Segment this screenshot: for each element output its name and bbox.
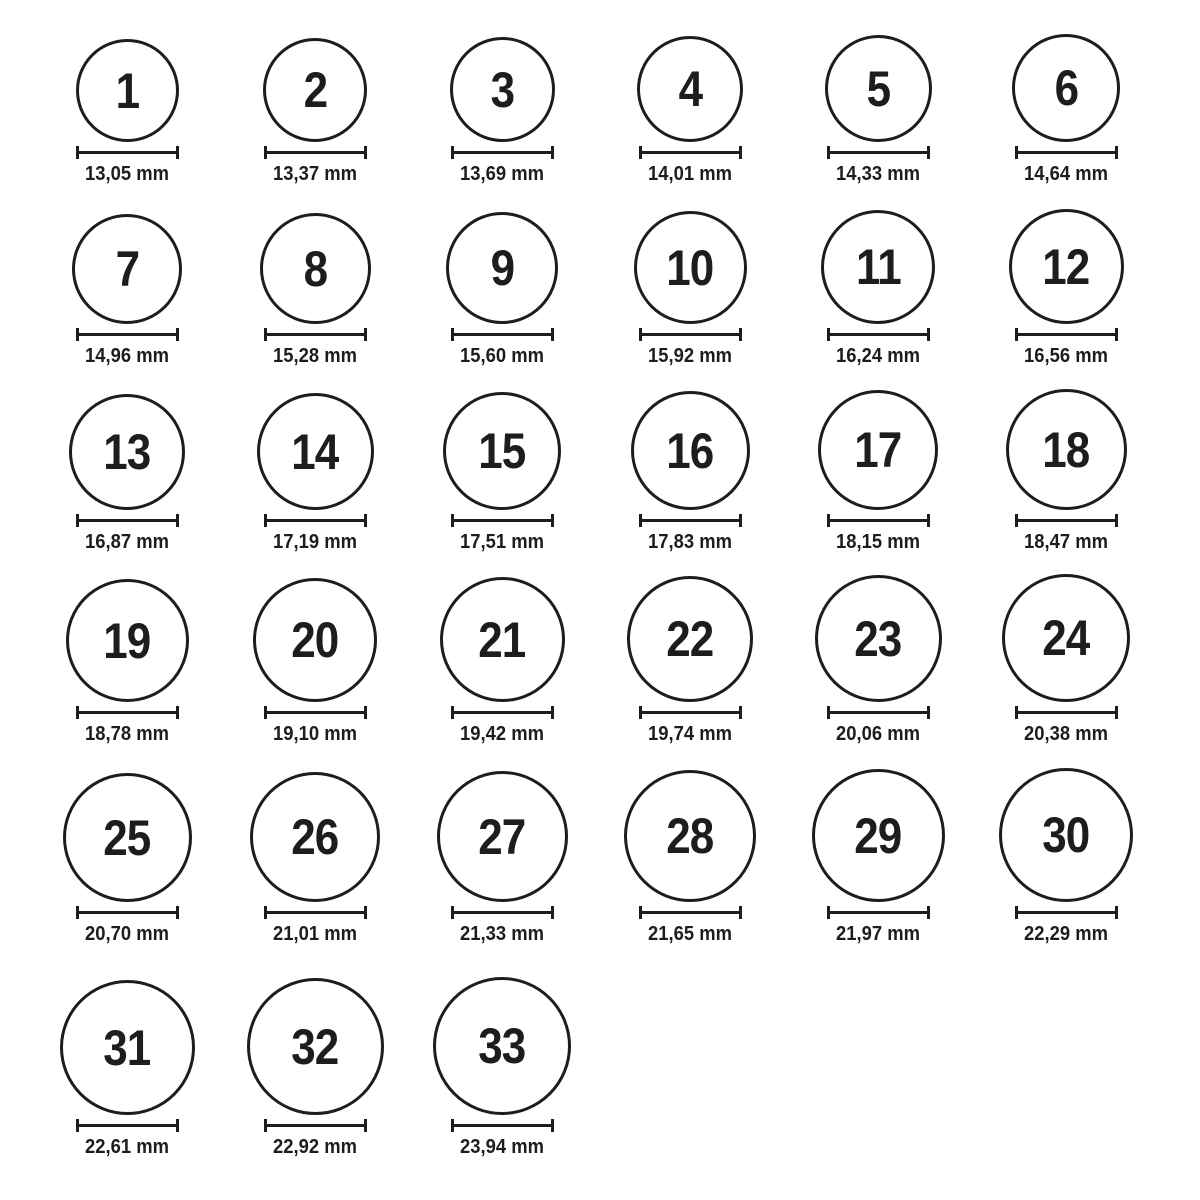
- diameter-measure-line: [76, 328, 179, 341]
- diameter-measure-line: [264, 328, 367, 341]
- diameter-measure-line: [264, 706, 367, 719]
- measure-rule: [79, 911, 176, 914]
- ring-size-number: 29: [854, 807, 902, 864]
- ring-size-number: 12: [1042, 238, 1090, 295]
- diameter-measure-line: [76, 706, 179, 719]
- diameter-label: 19,74 mm: [648, 723, 732, 745]
- measure-rule: [79, 1124, 176, 1127]
- diameter-measure-line: [639, 706, 742, 719]
- ring-size-number: 15: [478, 423, 526, 479]
- measure-rule: [642, 151, 739, 154]
- ring-size-number: 28: [666, 808, 714, 864]
- ring-circle: [627, 576, 753, 702]
- ring-circle: [446, 212, 558, 324]
- measure-rule: [1018, 911, 1115, 914]
- measure-rule: [1018, 711, 1115, 714]
- measure-rule: [79, 333, 176, 336]
- diameter-label: 13,05 mm: [85, 163, 169, 185]
- diameter-measure-line: [1015, 906, 1118, 919]
- measure-rule: [267, 151, 364, 154]
- ring-circle: [1009, 209, 1124, 324]
- ring-size-number: 3: [490, 61, 514, 118]
- measure-rule: [267, 1124, 364, 1127]
- diameter-label: 20,06 mm: [836, 723, 920, 745]
- measure-rule: [1018, 519, 1115, 522]
- measure-rule: [454, 711, 551, 714]
- ring-size-number: 33: [478, 1018, 526, 1074]
- measure-rule: [1018, 151, 1115, 154]
- diameter-label: 21,65 mm: [648, 923, 732, 945]
- diameter-label: 20,38 mm: [1024, 723, 1108, 745]
- diameter-measure-line: [827, 906, 930, 919]
- ring-circle: [250, 772, 380, 902]
- ring-size-number: 7: [115, 241, 139, 297]
- diameter-label: 19,10 mm: [273, 723, 357, 745]
- measure-rule: [79, 711, 176, 714]
- diameter-measure-line: [639, 514, 742, 527]
- measure-rule: [454, 519, 551, 522]
- measure-rule: [79, 151, 176, 154]
- measure-rule: [642, 519, 739, 522]
- ring-size-number: 13: [103, 424, 151, 480]
- diameter-measure-line: [264, 514, 367, 527]
- ring-circle: [1002, 574, 1130, 702]
- diameter-label: 17,51 mm: [460, 531, 544, 553]
- measure-rule: [830, 333, 927, 336]
- ring-circle: [253, 578, 377, 702]
- measure-rule: [267, 711, 364, 714]
- diameter-measure-line: [76, 146, 179, 159]
- measure-rule: [642, 333, 739, 336]
- measure-rule: [830, 151, 927, 154]
- diameter-label: 14,01 mm: [648, 163, 732, 185]
- ring-circle: [60, 980, 195, 1115]
- diameter-measure-line: [451, 706, 554, 719]
- ring-circle: [443, 392, 561, 510]
- ring-size-number: 22: [666, 611, 714, 667]
- ring-circle: [263, 38, 367, 142]
- ring-circle: [634, 211, 747, 324]
- ring-size-number: 19: [103, 612, 151, 669]
- ring-size-number: 18: [1042, 421, 1090, 478]
- diameter-measure-line: [451, 1119, 554, 1132]
- diameter-label: 14,96 mm: [85, 345, 169, 367]
- diameter-label: 17,83 mm: [648, 531, 732, 553]
- ring-circle: [821, 210, 935, 324]
- ring-size-number: 26: [291, 809, 339, 865]
- diameter-label: 13,37 mm: [273, 163, 357, 185]
- diameter-label: 22,92 mm: [273, 1136, 357, 1158]
- ring-size-number: 5: [866, 60, 890, 117]
- ring-size-number: 14: [291, 423, 339, 480]
- measure-rule: [454, 911, 551, 914]
- diameter-measure-line: [827, 328, 930, 341]
- measure-rule: [830, 519, 927, 522]
- ring-size-number: 32: [291, 1018, 339, 1075]
- ring-size-number: 10: [666, 239, 714, 296]
- diameter-measure-line: [76, 1119, 179, 1132]
- ring-size-number: 6: [1054, 60, 1078, 116]
- diameter-label: 15,60 mm: [460, 345, 544, 367]
- measure-rule: [267, 333, 364, 336]
- ring-circle: [66, 579, 189, 702]
- diameter-label: 14,33 mm: [836, 163, 920, 185]
- ring-circle: [440, 577, 565, 702]
- diameter-measure-line: [827, 146, 930, 159]
- diameter-measure-line: [451, 514, 554, 527]
- ring-circle: [999, 768, 1133, 902]
- ring-circle: [624, 770, 756, 902]
- diameter-measure-line: [264, 146, 367, 159]
- ring-size-number: 17: [854, 422, 902, 478]
- diameter-label: 18,15 mm: [836, 531, 920, 553]
- ring-size-number: 16: [666, 422, 714, 479]
- ring-size-number: 11: [855, 239, 901, 295]
- ring-size-number: 23: [854, 610, 902, 667]
- diameter-label: 16,87 mm: [85, 531, 169, 553]
- ring-circle: [450, 37, 555, 142]
- diameter-label: 17,19 mm: [273, 531, 357, 553]
- diameter-measure-line: [264, 1119, 367, 1132]
- diameter-measure-line: [827, 706, 930, 719]
- diameter-label: 16,56 mm: [1024, 345, 1108, 367]
- diameter-measure-line: [1015, 328, 1118, 341]
- diameter-label: 13,69 mm: [460, 163, 544, 185]
- diameter-label: 20,70 mm: [85, 923, 169, 945]
- diameter-label: 18,47 mm: [1024, 531, 1108, 553]
- ring-size-number: 4: [678, 61, 702, 117]
- diameter-label: 21,33 mm: [460, 923, 544, 945]
- diameter-label: 15,28 mm: [273, 345, 357, 367]
- ring-circle: [63, 773, 192, 902]
- diameter-label: 21,01 mm: [273, 923, 357, 945]
- ring-size-number: 21: [478, 611, 526, 668]
- ring-circle: [260, 213, 371, 324]
- diameter-measure-line: [451, 328, 554, 341]
- diameter-measure-line: [76, 514, 179, 527]
- diameter-measure-line: [1015, 514, 1118, 527]
- diameter-label: 15,92 mm: [648, 345, 732, 367]
- ring-size-number: 31: [103, 1019, 151, 1076]
- measure-rule: [830, 911, 927, 914]
- measure-rule: [1018, 333, 1115, 336]
- ring-size-number: 8: [303, 240, 327, 297]
- ring-circle: [247, 978, 384, 1115]
- ring-circle: [72, 214, 182, 324]
- ring-size-number: 27: [478, 808, 526, 865]
- ring-circle: [812, 769, 945, 902]
- measure-rule: [830, 711, 927, 714]
- ring-size-number: 1: [115, 62, 139, 119]
- measure-rule: [642, 711, 739, 714]
- diameter-measure-line: [451, 146, 554, 159]
- diameter-label: 16,24 mm: [836, 345, 920, 367]
- ring-circle: [257, 393, 374, 510]
- ring-size-number: 20: [291, 612, 339, 668]
- ring-circle: [69, 394, 185, 510]
- measure-rule: [454, 333, 551, 336]
- diameter-measure-line: [639, 328, 742, 341]
- diameter-label: 21,97 mm: [836, 923, 920, 945]
- ring-circle: [631, 391, 750, 510]
- ring-size-number: 25: [103, 809, 151, 866]
- measure-rule: [642, 911, 739, 914]
- diameter-measure-line: [451, 906, 554, 919]
- ring-circle: [637, 36, 743, 142]
- diameter-label: 14,64 mm: [1024, 163, 1108, 185]
- diameter-measure-line: [76, 906, 179, 919]
- diameter-measure-line: [264, 906, 367, 919]
- diameter-label: 22,61 mm: [85, 1136, 169, 1158]
- ring-circle: [815, 575, 942, 702]
- diameter-label: 23,94 mm: [460, 1136, 544, 1158]
- measure-rule: [267, 911, 364, 914]
- ring-size-number: 24: [1042, 610, 1090, 666]
- ring-circle: [818, 390, 938, 510]
- measure-rule: [454, 151, 551, 154]
- measure-rule: [454, 1124, 551, 1127]
- ring-size-number: 2: [303, 62, 327, 118]
- measure-rule: [79, 519, 176, 522]
- ring-circle: [437, 771, 568, 902]
- ring-circle: [433, 977, 571, 1115]
- ring-circle: [1006, 389, 1127, 510]
- diameter-label: 22,29 mm: [1024, 923, 1108, 945]
- diameter-measure-line: [1015, 706, 1118, 719]
- diameter-label: 18,78 mm: [85, 723, 169, 745]
- ring-circle: [1012, 34, 1120, 142]
- ring-size-number: 30: [1042, 807, 1090, 863]
- measure-rule: [267, 519, 364, 522]
- diameter-measure-line: [827, 514, 930, 527]
- ring-circle: [825, 35, 932, 142]
- diameter-label: 19,42 mm: [460, 723, 544, 745]
- diameter-measure-line: [639, 146, 742, 159]
- ring-size-number: 9: [490, 240, 514, 296]
- ring-circle: [76, 39, 179, 142]
- diameter-measure-line: [639, 906, 742, 919]
- diameter-measure-line: [1015, 146, 1118, 159]
